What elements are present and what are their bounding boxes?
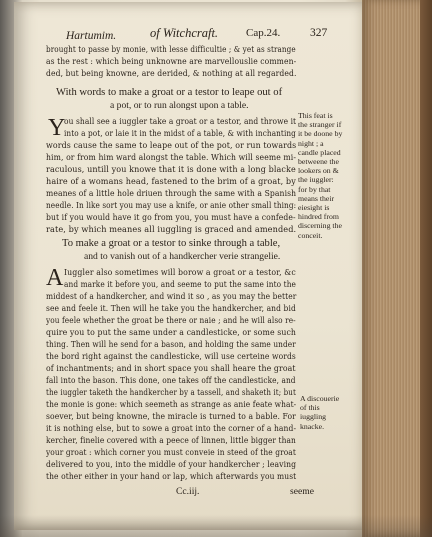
section2-line: of inchantments; and in short space you shall heare the groat bbox=[46, 364, 296, 374]
section2-line: the iuggler taketh the handkercher by a tassell, and shaketh it; but bbox=[46, 388, 296, 398]
section1-line: needle. In like sort you may use a knife, or anie other small thing: bbox=[46, 201, 297, 211]
section2-heading-line1: To make a groat or a testor to sinke through a table, bbox=[62, 238, 281, 249]
section2-line: kercher, finelie covered with a peece of linnen, little bigger than bbox=[46, 436, 296, 446]
section2-line: thing. Then will he send for a bason, and holding the same under bbox=[46, 340, 296, 350]
section1-heading-line1: With words to make a groat or a testor to leape out of bbox=[56, 87, 283, 98]
section1-line: raculous, untill you knowe that it is done with a long blacke bbox=[46, 165, 296, 175]
section2-heading-line2: and to vanish out of a handkercher verie strangelie. bbox=[84, 251, 281, 262]
section2-line: middest of a handkercher, and wind it so , as you may the better bbox=[46, 292, 297, 302]
section2-line: delivered to you, into the middle of your handkercher ; leaving bbox=[46, 460, 297, 470]
section2-line: and marke it before you, and seeme to put the same into the bbox=[64, 280, 296, 290]
section2-line: it is nothing else, but to sowe a groat into the corner of a hand- bbox=[46, 424, 297, 434]
header-center: of Witchcraft. bbox=[150, 26, 219, 40]
section2-line: your groat : which corner you must conveie in steed of the groat bbox=[46, 448, 296, 458]
signature-mark: Cc.iij. bbox=[176, 486, 200, 497]
section1-heading-line2: a pot, or to run alongst upon a table. bbox=[110, 100, 249, 111]
page-fore-edge bbox=[362, 0, 432, 537]
section2-margin-note: A discouerie of this iuggling knacke. bbox=[300, 394, 340, 431]
section2-line: see and feele it. Then will he take you the handkercher, and bid bbox=[46, 304, 296, 314]
section1-line: meanes of a little hole driuen through the same with a Spanish bbox=[46, 189, 297, 199]
continuation-line: ded, but being knowne, are derided, & nothing at all regarded. bbox=[46, 69, 297, 79]
section2-line: Iuggler also sometimes will borow a groat or a testor, &c bbox=[64, 268, 296, 278]
section1-line: ou shall see a iuggler take a groat or a testor, and throwe it bbox=[64, 117, 297, 127]
section2-line: the other either in your hand or lap, which afterwards you must bbox=[46, 472, 297, 482]
bottom-shadow bbox=[0, 515, 432, 537]
section2-line: you feele whether the groat be there or naie ; and he will also re- bbox=[46, 316, 296, 326]
catchword: seeme bbox=[290, 486, 314, 497]
continuation-line: brought to passe by monie, with lesse difficultie ; & yet as strange bbox=[46, 45, 296, 55]
header-right: Cap.24. bbox=[246, 27, 281, 39]
continuation-line: as the rest : which being unknowne are marvellouslie commen- bbox=[46, 57, 297, 67]
section2-line: quire you to put the same under a candlesticke, or some such bbox=[46, 328, 297, 338]
header-left: Hartumim. bbox=[66, 30, 117, 42]
section2-line: the monie is gone: which seemeth as strange as anie feate what- bbox=[46, 400, 297, 410]
section2-line: the bord right against the candlesticke, will use certeine words bbox=[46, 352, 296, 362]
section1-line: but if you would have it go from you, you must have a confede- bbox=[46, 213, 296, 223]
section1-line: him, or from him ward alongst the table. Which will seeme mi- bbox=[46, 153, 297, 163]
section2-line: soever, but being knowne, the miracle is turned to a bable. For bbox=[46, 412, 296, 422]
section1-line: haire of a womans head, fastened to the brim of a groat, by bbox=[46, 177, 296, 187]
book-cover-edge bbox=[420, 0, 432, 537]
section1-dropcap: Y bbox=[48, 115, 66, 141]
section2-dropcap: A bbox=[46, 265, 64, 291]
section1-line: into a pot, or laie it in the midst of a table, & with inchanting bbox=[64, 129, 296, 139]
section1-line: words cause the same to leape out of the pot, or run towards bbox=[46, 141, 297, 151]
section1-margin-note: This feat is the stranger if it be doone by night ; a candle placed betweene the lookers on & the iuggler: for by that means their eiesight is hindred from discerning the conceit. bbox=[298, 111, 343, 240]
page-number: 327 bbox=[310, 27, 328, 39]
section2-line: fall into the bason. This done, one takes off the candlesticke, and bbox=[46, 376, 296, 386]
section1-line: rate, by which meanes all iuggling is graced and amended. bbox=[46, 225, 297, 235]
